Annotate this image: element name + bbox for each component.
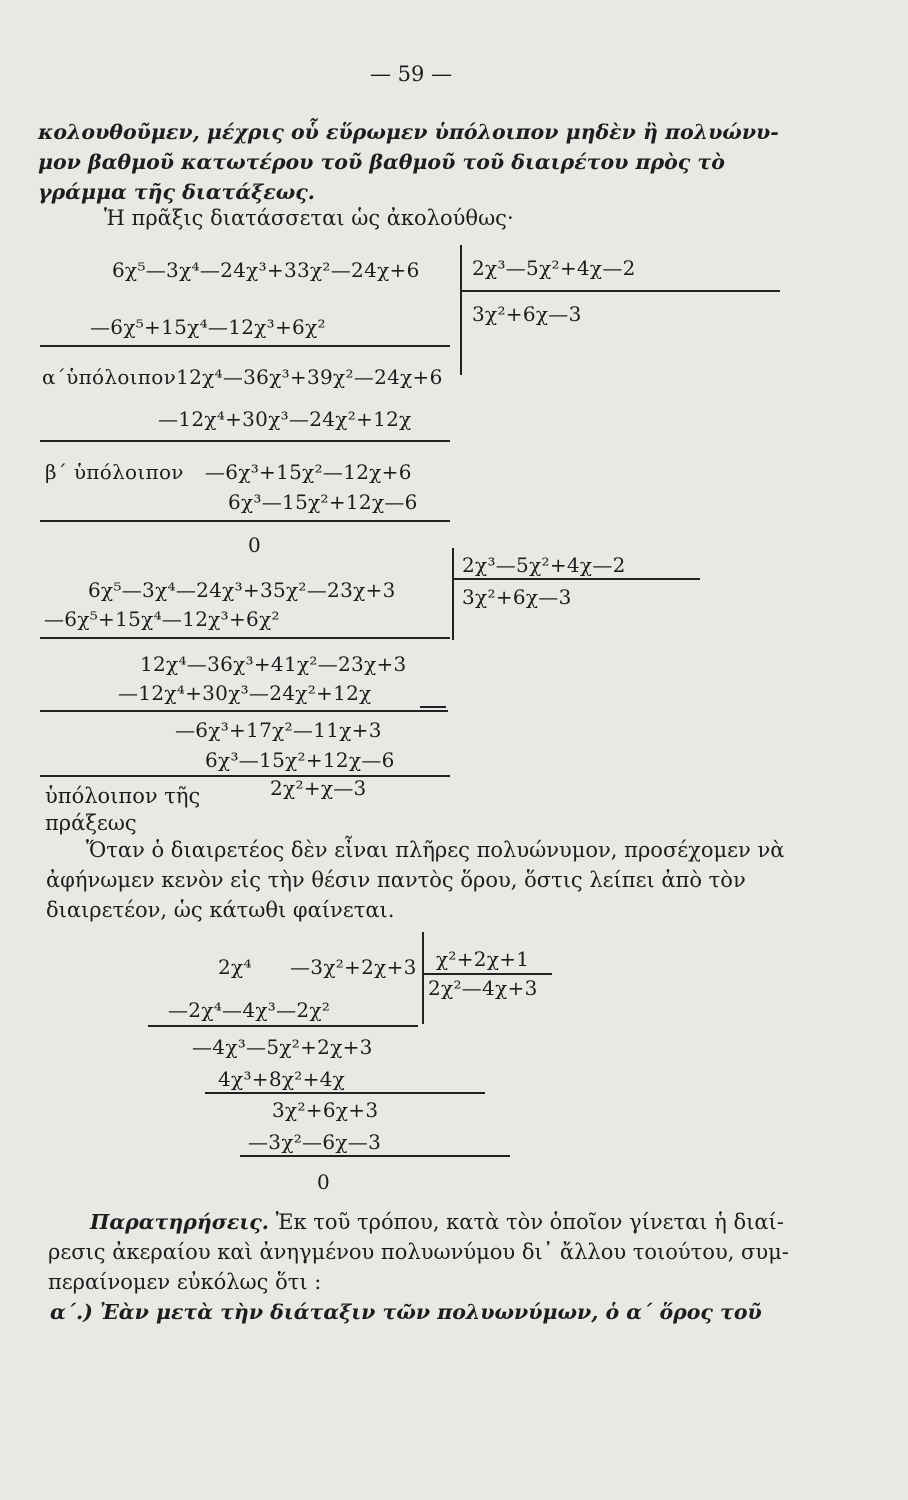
remarks-item-a: α΄.) Ἐὰν μετὰ τὴν διάταξιν τῶν πολυωνύμων, ὁ α΄ ὅρος τοῦ [50,1300,762,1324]
div3-step-3: —3χ²—6χ—3 [248,1130,382,1154]
div3-rule-2 [205,1092,485,1094]
div3-rule-3 [240,1155,510,1157]
div1-step-3: 6χ³—15χ²+12χ—6 [228,490,418,514]
div3-final: 0 [317,1170,331,1194]
div1-divisor-rule [460,290,780,292]
remarks-line-2: ρεσις ἀκεραίου καὶ ἀνηγμένου πολυωνύμου δι᾽ ἄλλου τοιούτου, συμ- [48,1240,789,1264]
div2-rem-label-1: ὑπόλοιπον τῆς [45,784,201,808]
div2-rule-3 [40,775,450,777]
div1-step-1: —6χ⁵+15χ⁴—12χ³+6χ² [90,315,326,339]
para2-line-1: Ὅταν ὁ διαιρετέος δὲν εἶναι πλῆρες πολυώνυμον, προσέχομεν νὰ [86,838,785,862]
div3-divisor: χ²+2χ+1 [436,947,530,971]
remarks-line-1: Ἐκ τοῦ τρόπου, κατὰ τὸν ὁποῖον γίνεται ἡ διαί- [275,1210,784,1234]
div2-dividend: 6χ⁵—3χ⁴—24χ³+35χ²—23χ+3 [88,578,396,602]
page-number: — 59 — [370,62,453,86]
div2-divisor-rule [452,578,700,580]
remarks-heading: Παρατηρήσεις. [90,1210,269,1234]
div1-rem-2: —6χ³+15χ²—12χ+6 [205,460,412,484]
div1-rem-2-label: β΄ ὑπόλοιπον [45,460,184,484]
div2-step-1: —6χ⁵+15χ⁴—12χ³+6χ² [44,607,280,631]
div2-step-2: —12χ⁴+30χ³—24χ²+12χ [118,681,372,705]
div2-rem-label-2: πράξεως [45,811,137,835]
div3-rem-1: —4χ³—5χ²+2χ+3 [192,1035,373,1059]
div3-step-1: —2χ⁴—4χ³—2χ² [168,998,331,1022]
div1-rule-1 [40,345,450,347]
div3-divisor-rule [422,973,552,975]
remarks-line-3: περαίνομεν εὐκόλως ὅτι : [48,1270,322,1294]
div2-rem-1: 12χ⁴—36χ³+41χ²—23χ+3 [140,652,407,676]
div1-rem-1: 12χ⁴—36χ³+39χ²—24χ+6 [176,365,443,389]
div1-final: 0 [248,533,262,557]
div3-vertical-bar [422,932,424,1024]
div1-quotient: 3χ²+6χ—3 [472,302,582,326]
para2-line-3: διαιρετέον, ὡς κάτωθι φαίνεται. [46,898,395,922]
div1-dividend: 6χ⁵—3χ⁴—24χ³+33χ²—24χ+6 [112,258,420,282]
div2-divisor: 2χ³—5χ²+4χ—2 [462,553,626,577]
intro-line-1: κολουθοῦμεν, μέχρις οὗ εὕρωμεν ὑπόλοιπον μηδὲν ἢ πολυώνυ- [38,120,779,144]
div1-divisor: 2χ³—5χ²+4χ—2 [472,256,636,280]
div3-dividend-a: 2χ⁴ [218,955,252,979]
div1-rem-1-label: α΄ὑπόλοιπον [42,365,177,389]
remarks-line-1-row [90,1210,784,1234]
div3-rule-1 [148,1025,418,1027]
div2-rule-2 [40,710,448,712]
div2-quotient: 3χ²+6χ—3 [462,585,572,609]
div1-rule-2 [40,440,450,442]
intro-line-3: γράμμα τῆς διατάξεως. [38,180,315,204]
div2-vertical-bar [452,548,454,640]
div2-remainder: 2χ²+χ—3 [270,776,367,800]
div3-quotient: 2χ²—4χ+3 [428,976,538,1000]
div3-dividend-b: —3χ²+2χ+3 [290,955,417,979]
div2-rule-1 [40,637,450,639]
div3-step-2: 4χ³+8χ²+4χ [218,1067,346,1091]
div1-vertical-bar [460,245,462,375]
div1-step-2: —12χ⁴+30χ³—24χ²+12χ [158,407,412,431]
div1-rem-1-row [42,365,443,389]
div2-step-3: 6χ³—15χ²+12χ—6 [205,748,395,772]
intro-line-2: μον βαθμοῦ κατωτέρου τοῦ βαθμοῦ τοῦ διαιρέτου πρὸς τὸ [38,150,725,174]
div3-rem-2: 3χ²+6χ+3 [272,1098,379,1122]
div2-rem-2: —6χ³+17χ²—11χ+3 [175,718,382,742]
para2-line-2: ἀφήνωμεν κενὸν εἰς τὴν θέσιν παντὸς ὅρου, ὅστις λείπει ἀπὸ τὸν [46,868,746,892]
intro-line-4: Ἡ πρᾶξις διατάσσεται ὡς ἀκολούθως· [104,206,514,230]
div1-rule-3 [40,520,450,522]
div2-rule-2-tail [420,706,446,708]
